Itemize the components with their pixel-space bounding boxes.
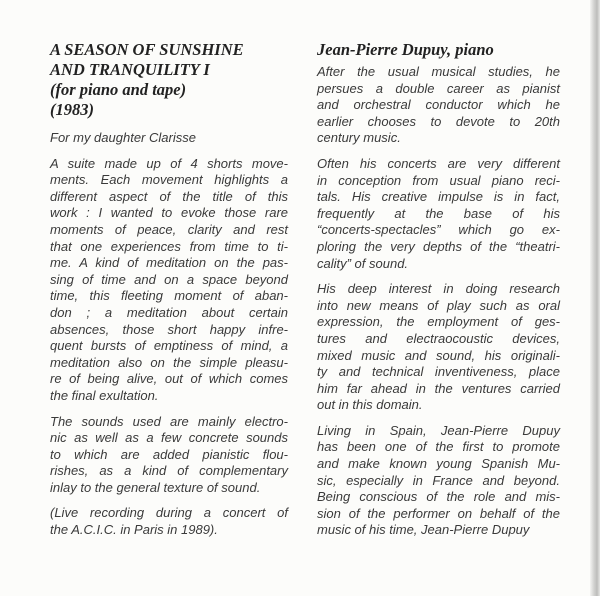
work-instrumentation: (for piano and tape) xyxy=(50,80,187,99)
text-line: ments. Each movement highlights a xyxy=(50,172,288,188)
text-line: to which are added pianistic flou- xyxy=(50,446,288,462)
work-description xyxy=(50,156,288,539)
paragraph xyxy=(317,64,560,147)
work-title-line: AND TRANQUILITY I xyxy=(50,60,210,79)
text-line: tals. His creative impulse is in fact, xyxy=(317,189,560,205)
right-column xyxy=(317,40,560,548)
text-line: (Live recording during a concert of xyxy=(50,505,288,521)
performer-biography xyxy=(317,64,560,539)
text-line: into new means of play such as oral xyxy=(317,297,560,313)
text-line: different aspect of the title of this xyxy=(50,188,288,204)
text-line: and orchestral conductor which he xyxy=(317,97,560,113)
text-line: sing of time and on a space beyond xyxy=(50,271,288,287)
text-line: out in this domain. xyxy=(317,397,423,413)
text-line: His deep interest in doing research xyxy=(317,281,560,297)
paragraph xyxy=(317,423,560,539)
text-line: that one experiences from time to ti- xyxy=(50,238,288,254)
text-line: nic as well as a few concrete sounds xyxy=(50,430,288,446)
text-line: cality” of sound. xyxy=(317,255,409,271)
dedication xyxy=(50,130,288,147)
text-line: Being conscious of the role and mis- xyxy=(317,489,560,505)
left-column xyxy=(50,40,288,548)
text-line: the final exultation. xyxy=(50,387,159,403)
work-title-line: A SEASON OF SUNSHINE xyxy=(50,40,244,59)
work-year: (1983) xyxy=(50,100,94,119)
text-line: A suite made up of 4 shorts move- xyxy=(50,155,288,171)
text-line: absences, those short happy infre- xyxy=(50,321,288,337)
work-title xyxy=(50,40,288,120)
text-line: rishes, as a kind of complementary xyxy=(50,463,288,479)
text-line: After the usual musical studies, he xyxy=(317,64,560,79)
dedication-text: For my daughter Clarisse xyxy=(50,130,196,145)
text-line: sic, especially in France and beyond. xyxy=(317,472,560,488)
text-line: has been one of the first to promote xyxy=(317,439,560,455)
text-line: time, this fleeting moment of aban- xyxy=(50,288,288,304)
text-line: music of his time, Jean-Pierre Dupuy xyxy=(317,522,530,538)
text-line: century music. xyxy=(317,130,401,146)
text-line: re of being alive, out of which comes xyxy=(50,371,288,387)
text-line: mixed music and sound, his originali- xyxy=(317,347,560,363)
text-line: quent bursts of emptiness of mind, a xyxy=(50,338,288,354)
text-line: earlier chooses to devote to 20th xyxy=(317,113,560,129)
paragraph xyxy=(50,156,288,405)
paragraph xyxy=(50,414,288,497)
paragraph xyxy=(50,505,288,538)
text-line: frequently at the base of his xyxy=(317,205,560,221)
text-line: inlay to the general texture of sound. xyxy=(50,479,261,495)
text-line: the A.C.I.C. in Paris in 1989). xyxy=(50,522,218,538)
text-line: Living in Spain, Jean-Pierre Dupuy xyxy=(317,422,560,438)
text-line: sion of the performer on behalf of the xyxy=(317,505,560,521)
text-line: persues a double career as pianist xyxy=(317,80,560,96)
text-line: him far ahead in the ventures carried xyxy=(317,380,560,396)
text-line: ty and technical inventiveness, place xyxy=(317,364,560,380)
text-line: moments of peace, clarity and rest xyxy=(50,221,288,237)
text-line: ploring the very depths of the “theatri- xyxy=(317,238,560,254)
page-edge-shadow xyxy=(590,0,600,596)
text-line: expression, the employment of ges- xyxy=(317,314,560,330)
text-line: and make known young Spanish Mu- xyxy=(317,456,560,472)
text-line: “concerts-spectacles” which go ex- xyxy=(317,222,560,238)
text-line: tures and electraocoustic devices, xyxy=(317,330,560,346)
text-line: in conception from usual piano reci- xyxy=(317,172,560,188)
paragraph xyxy=(317,281,560,414)
text-line: don ; a meditation about certain xyxy=(50,304,288,320)
text-line: work : I wanted to evoke those rare xyxy=(50,205,288,221)
text-line: me. A kind of meditation on the pas- xyxy=(50,255,288,271)
paragraph xyxy=(317,156,560,272)
text-line: Often his concerts are very different xyxy=(317,155,560,171)
text-line: The sounds used are mainly electro- xyxy=(50,413,288,429)
performer-title: Jean-Pierre Dupuy, piano xyxy=(317,40,494,59)
text-line: meditation also on the simple pleasu- xyxy=(50,354,288,370)
